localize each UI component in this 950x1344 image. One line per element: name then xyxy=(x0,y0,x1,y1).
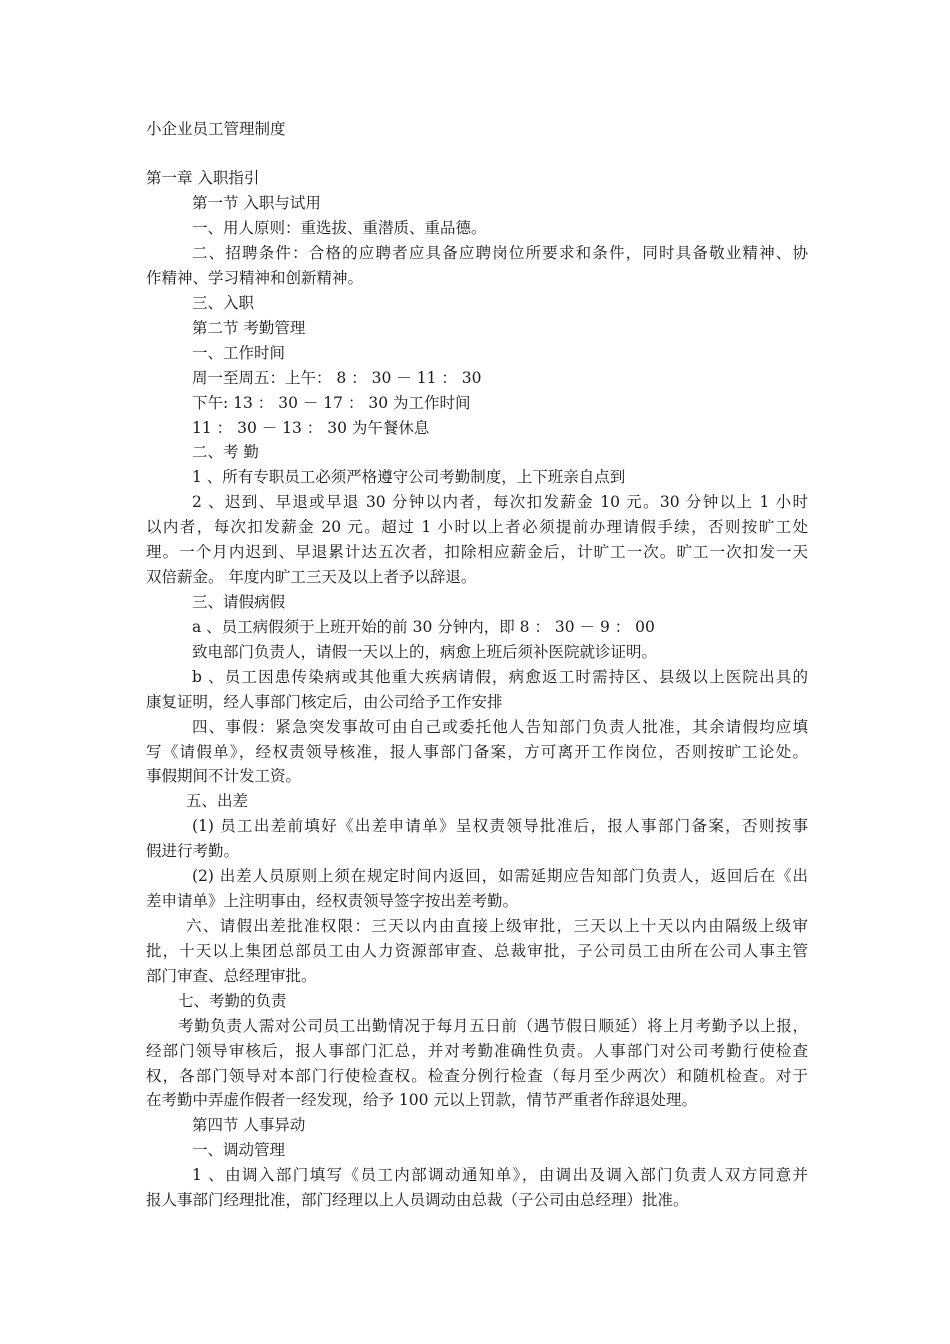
paragraph-line: 报人事部门经理批准，部门经理以上人员调动由总裁（子公司由总经理）批准。 xyxy=(146,1191,689,1209)
paragraph-line: 写《请假单》，经权责领导核准，报人事部门备案，方可离开工作岗位，否则按旷工论处。 xyxy=(146,743,808,761)
paragraph-line: 双倍薪金。 年度内旷工三天及以上者予以辞退。 xyxy=(146,568,477,586)
section-heading: 第四节 人事异动 xyxy=(192,1116,306,1134)
paragraph-line: b 、员工因患传染病或其他重大疾病请假，病愈返工时需持区、县级以上医院出具的 xyxy=(192,668,808,686)
paragraph-line: 三、请假病假 xyxy=(192,593,286,611)
paragraph-line: a 、员工病假须于上班开始的前 30 分钟内，即 8 ： 30 － 9 ： 00 xyxy=(192,618,655,636)
paragraph-line: 一、工作时间 xyxy=(192,344,286,362)
paragraph-line: 下午: 13 ： 30 － 17 ： 30 为工作时间 xyxy=(192,394,471,412)
paragraph-line: 在考勤中弄虚作假者一经发现，给予 100 元以上罚款，情节严重者作辞退处理。 xyxy=(146,1091,697,1109)
paragraph-line: 批，十天以上集团总部员工由人力资源部审查、总裁审批，子公司员工由所在公司人事主管 xyxy=(146,942,808,960)
paragraph-line: 经部门领导审核后，报人事部门汇总，并对考勤准确性负责。人事部门对公司考勤行使检查 xyxy=(146,1042,808,1060)
paragraph-line: 以内者，每次扣发薪金 20 元。超过 1 小时以上者必须提前办理请假手续，否则按旷工处 xyxy=(146,518,808,536)
paragraph-line: 三、入职 xyxy=(192,294,255,312)
paragraph-line: 部门审查、总经理审批。 xyxy=(146,967,317,985)
paragraph-line: 二、招聘条件：合格的应聘者应具备应聘岗位所要求和条件，同时具备敬业精神、协 xyxy=(192,244,808,262)
paragraph-line: 六、请假出差批准权限：三天以内由直接上级审批，三天以上十天以内由隔级上级审 xyxy=(186,917,808,935)
paragraph-line: 权，各部门领导对本部门行使检查权。检查分例行检查（每月至少两次）和随机检查。对于 xyxy=(146,1067,808,1085)
paragraph-line: 假进行考勤。 xyxy=(146,842,240,860)
paragraph-line: 2 、迟到、早退或早退 30 分钟以内者，每次扣发薪金 10 元。30 分钟以上 1 小时 xyxy=(192,493,808,511)
document-title: 小企业员工管理制度 xyxy=(146,120,286,138)
paragraph-line: 五、出差 xyxy=(186,792,249,810)
paragraph-line: 七、考勤的负责 xyxy=(178,992,287,1010)
paragraph-line: (1) 员工出差前填好《出差申请单》呈权责领导批准后，报人事部门备案，否则按事 xyxy=(192,817,808,835)
paragraph-line: 1 、所有专职员工必须严格遵守公司考勤制度，上下班亲自点到 xyxy=(192,468,626,486)
chapter-heading: 第一章 入职指引 xyxy=(146,169,260,187)
paragraph-line: 1 、由调入部门填写《员工内部调动通知单》，由调出及调入部门负责人双方同意并 xyxy=(192,1166,808,1184)
paragraph-line: 一、用人原则：重选拔、重潜质、重品德。 xyxy=(192,219,487,237)
paragraph-line: (2) 出差人员原则上须在规定时间内返回，如需延期应告知部门负责人，返回后在《出 xyxy=(192,867,808,885)
paragraph-line: 作精神、学习精神和创新精神。 xyxy=(146,269,364,287)
paragraph-line: 事假期间不计发工资。 xyxy=(146,767,302,785)
paragraph-line: 康复证明，经人事部门核定后，由公司给予工作安排 xyxy=(146,693,503,711)
paragraph-line: 周一至周五：上午： 8 ： 30 － 11 ： 30 xyxy=(192,369,482,387)
section-heading: 第一节 入职与试用 xyxy=(192,194,321,212)
paragraph-line: 11 ： 30 － 13 ： 30 为午餐休息 xyxy=(192,419,430,437)
paragraph-line: 理。一个月内迟到、早退累计达五次者，扣除相应薪金后，计旷工一次。旷工一次扣发一天 xyxy=(146,543,808,561)
paragraph-line: 一、调动管理 xyxy=(192,1141,286,1159)
paragraph-line: 致电部门负责人，请假一天以上的，病愈上班后须补医院就诊证明。 xyxy=(192,643,658,661)
section-heading: 第二节 考勤管理 xyxy=(192,319,306,337)
paragraph-line: 差申请单》上注明事由，经权责领导签字按出差考勤。 xyxy=(146,892,519,910)
paragraph-line: 二、考 勤 xyxy=(192,443,259,461)
paragraph-line: 考勤负责人需对公司员工出勤情况于每月五日前（遇节假日顺延）将上月考勤予以上报， xyxy=(178,1017,808,1035)
paragraph-line: 四、事假：紧急突发事故可由自己或委托他人告知部门负责人批准，其余请假均应填 xyxy=(192,718,808,736)
